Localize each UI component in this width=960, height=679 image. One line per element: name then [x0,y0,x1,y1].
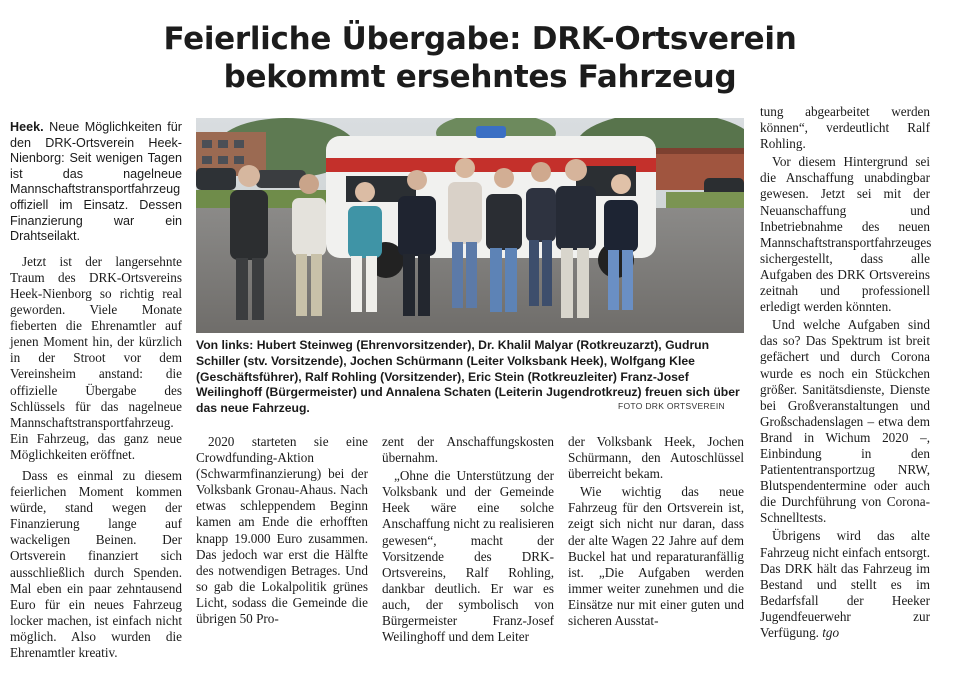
dateline: Heek. [10,120,44,134]
paragraph [760,528,930,641]
headline-line-2: bekommt ersehntes Fahrzeug [223,59,737,95]
group-photo-illustration [196,118,744,333]
headline [0,20,960,96]
paragraph: „Ohne die Unterstützung der Volksbank und der Gemeinde Heek wäre eine solche Anschaffung nicht zu realisieren gewesen“, macht der Vorsitzende des DRK-Ortsvereins, Ralf Rohling, dankbar deutlich. Er war es auch, der symbolisch von Bürgermeister Franz-Josef Weilinghoff und dem Leiter [382,468,554,645]
paragraph: Wie wichtig das neue Fahrzeug für den Ortsverein ist, zeigt sich nicht nur daran, dass der alte Wagen 22 Jahre auf dem Buckel hat und reparaturanfällig ist. „Die Aufgaben werden immer weiter zunehmen und die Einsätze nur mit einer guten und sicheren Ausstat- [568,484,744,629]
article-photo [196,118,744,333]
author-initials: tgo [822,625,840,640]
column-5 [760,104,930,641]
paragraph: Und welche Aufgaben sind das so? Das Spektrum ist breit gefächert und durch Corona wurde es noch ein Stückchen größer. Sanitätsdienste, Dienste bei Großveranstaltungen und Großschadenslagen – etwa dem Brand in Wichum 2020 –, Einbindung in den Patiententransportzug NRW, Blutspendentermine oder auch die Durchführung von Corona-Schnelltests. [760,317,930,526]
paragraph: Jetzt ist der langersehnte Traum des DRK-Ortsvereins Heek-Nienborg so richtig real geworden. Viele Monate fieberten die Ehrenamtler auf jenen Moment hin, der kürzlich in der Stroot vor dem Vereinsheim anstand: die offizielle Übergabe des Schlüssels für das nagelneue Mannschaftstransportfahrzeug. Ein Fahrzeug, das ganz neue Möglichkeiten eröffnet. [10,253,182,462]
lead-text: Neue Möglichkeiten für den DRK-Ortsverein Heek-Nienborg: Seit wenigen Tagen ist das nagelneue Mannschaftstransportfahrzeug offiziell im Einsatz. Dessen Finanzierung war ein Drahtseilakt. [10,120,182,244]
photo-caption: Von links: Hubert Steinweg (Ehrenvorsitzender), Dr. Khalil Malyar (Rotkreuzarzt), Gudrun Schiller (stv. Vorsitzende), Jochen Schürmann (Leiter Volksbank Heek), Wolfgang Klee (Geschäftsführer), Ralf Rohling (Vorsitzender), Eric Stein (Rotkreuzleiter) Franz-Josef Weilinghoff (Bürgermeister) und Annalena Schaten (Leiterin Jugendrotkreuz) freuen sich über das neue Fahrzeug. [196,338,740,416]
paragraph: tung abgearbeitet werden können“, verdeutlicht Ralf Rohling. [760,104,930,152]
headline-line-1: Feierliche Übergabe: DRK-Ortsverein [163,21,797,57]
photo-credit: FOTO DRK ORTSVEREIN [618,401,725,411]
paragraph: zent der Anschaffungskosten übernahm. [382,434,554,466]
column-2 [196,434,368,627]
paragraph: der Volksbank Heek, Jochen Schürmann, den Autoschlüssel überreicht bekam. [568,434,744,482]
paragraph: Vor diesem Hintergrund sei die Anschaffung unabdingbar gewesen. Jetzt sei mit der Neuanschaffung und Inbetriebnahme des neuen Mannschaftstransportfahrzeuges sichergestellt, dass alle Aufgaben des DRK Ortsvereins zeitnah und professionell erledigt werden könnten. [760,154,932,315]
paragraph: Dass es einmal zu diesem feierlichen Moment kommen würde, stand wegen der Finanzierung lange auf wackeligen Beinen. Der Ortsverein finanziert sich ausschließlich durch Spenden. Mal eben ein paar zehntausend Euro für ein neues Fahrzeug locker machen, ist einfach nicht möglich. Also wurden die Ehrenamtler kreativ. [10,467,182,660]
paragraph-text: Übrigens wird das alte Fahrzeug nicht einfach entsorgt. Das DRK hält das Fahrzeug im Bestand und stellt es im Bedarfsfall der Heeker Jugendfeuerwehr zur Verfügung. [760,528,930,640]
column-1 [10,120,182,661]
column-3 [382,434,554,645]
lead-paragraph [10,120,182,245]
column-4 [568,434,744,629]
paragraph: 2020 starteten sie eine Crowdfunding-Aktion (Schwarmfinanzierung) bei der Volksbank Gronau-Ahaus. Nach etwas schleppendem Beginn kamen am Ende die erhofften knapp 19.000 Euro zusammen. Das jedoch war erst die Hälfte des notwendigen Betrages. Und so gab die Lokalpolitik grünes Licht, sodass die Gemeinde die übrigen 50 Pro- [196,434,368,627]
